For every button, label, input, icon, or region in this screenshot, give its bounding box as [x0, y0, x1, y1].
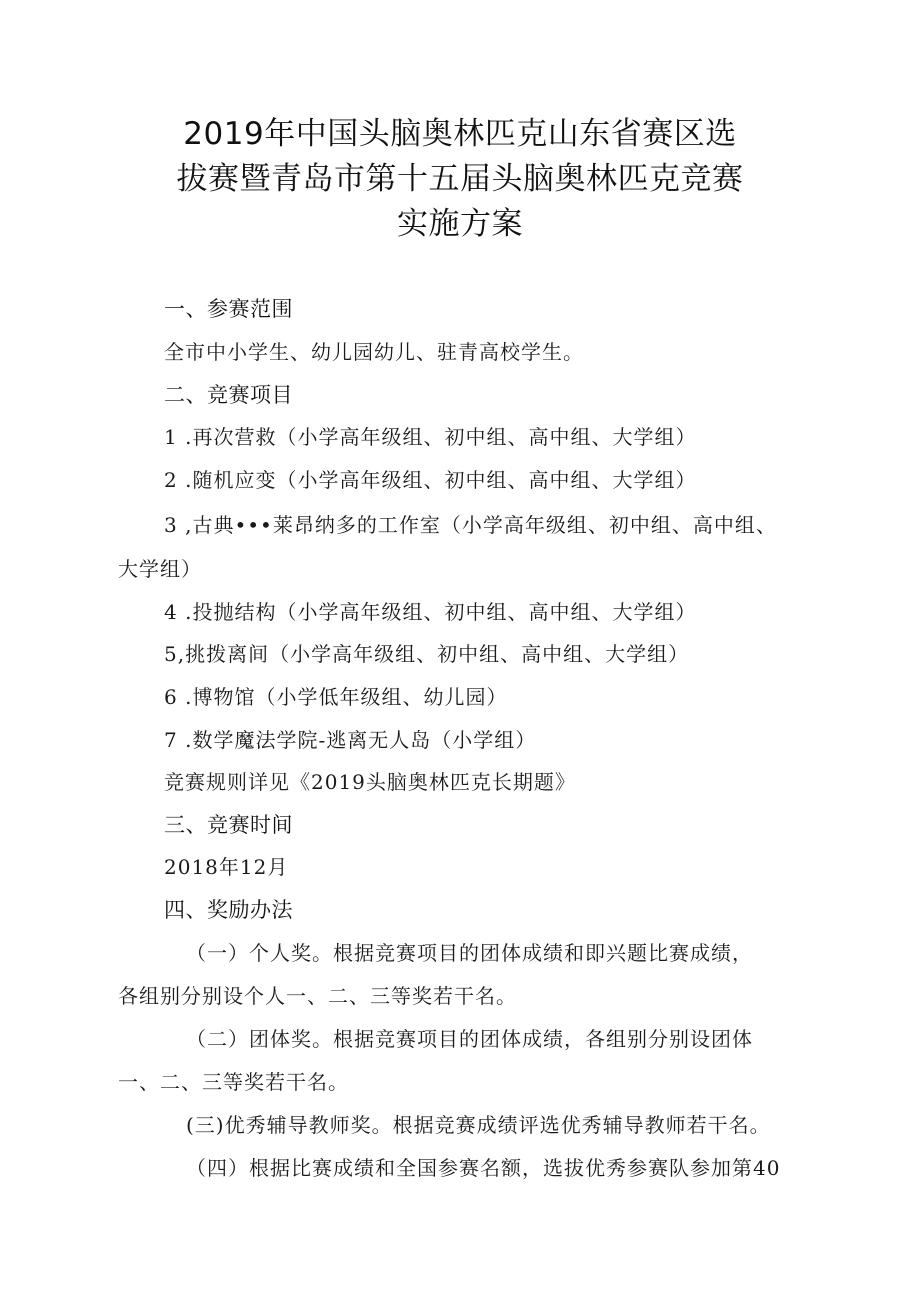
- event-item: 7 .数学魔法学院-逃离无人岛（小学组）: [164, 728, 537, 752]
- document-title-line-2: 拔赛暨青岛市第十五届头脑奥林匹克竞赛: [176, 161, 744, 197]
- rules-note: 竞赛规则详见《2019头脑奥林匹克长期题》: [164, 770, 576, 794]
- awards-paragraph-continuation: 一、二、三等奖若干名。: [118, 1070, 349, 1094]
- awards-paragraph: (三)优秀辅导教师奖。根据竞赛成绩评选优秀辅导教师若干名。: [186, 1113, 771, 1137]
- event-item-continuation: 大学组）: [118, 557, 202, 581]
- event-item: 4 .投抛结构（小学高年级组、初中组、高中组、大学组）: [164, 600, 697, 624]
- event-item: 5,挑拨离间（小学高年级组、初中组、高中组、大学组）: [164, 642, 690, 666]
- section-heading-time: 三、竞赛时间: [164, 813, 293, 837]
- awards-paragraph-continuation: 各组别分别设个人一、二、三等奖若干名。: [118, 984, 517, 1008]
- event-item: 1 .再次营救（小学高年级组、初中组、高中组、大学组）: [164, 425, 697, 449]
- section-heading-events: 二、竞赛项目: [164, 383, 293, 407]
- awards-paragraph: （二）团体奖。根据竞赛项目的团体成绩，各组别分别设团体: [186, 1027, 753, 1051]
- section-heading-scope: 一、参赛范围: [164, 297, 293, 321]
- document-title-line-3: 实施方案: [397, 206, 523, 242]
- event-item: 3 ,古典•••莱昂纳多的工作室（小学高年级组、初中组、高中组、: [164, 513, 777, 537]
- time-text: 2018年12月: [164, 855, 289, 879]
- awards-paragraph: （一）个人奖。根据竞赛项目的团体成绩和即兴题比赛成绩，: [186, 941, 753, 965]
- section-heading-awards: 四、奖励办法: [164, 898, 293, 922]
- document-title-line-1: 2019年中国头脑奥林匹克山东省赛区选: [183, 116, 737, 152]
- event-item: 2 .随机应变（小学高年级组、初中组、高中组、大学组）: [164, 468, 697, 492]
- event-item: 6 .博物馆（小学低年级组、幼儿园）: [164, 685, 508, 709]
- awards-paragraph: （四）根据比赛成绩和全国参赛名额，选拔优秀参赛队参加第40: [186, 1156, 781, 1180]
- scope-text: 全市中小学生、幼儿园幼儿、驻青高校学生。: [164, 340, 584, 364]
